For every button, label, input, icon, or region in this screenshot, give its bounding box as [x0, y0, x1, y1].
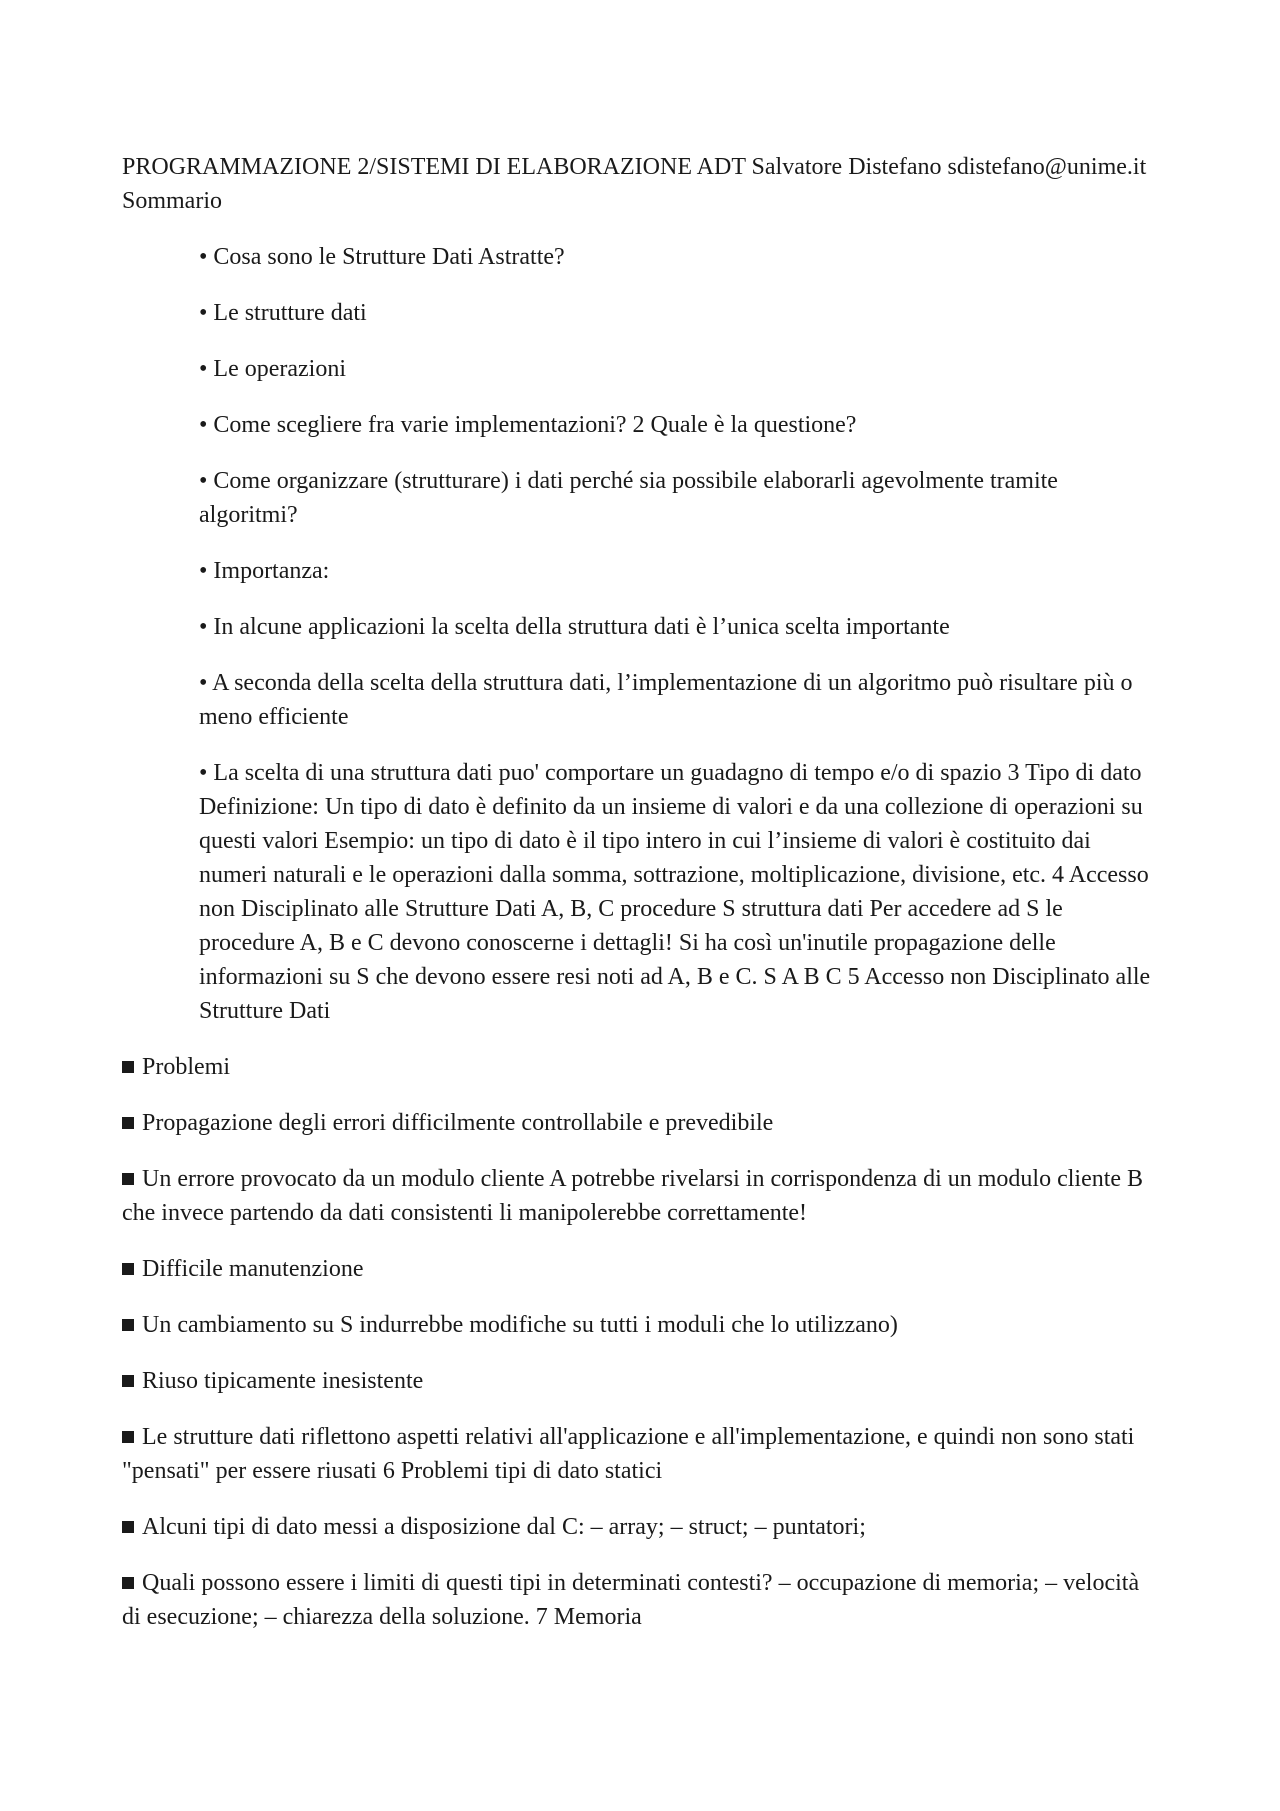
- list-item: • In alcune applicazioni la scelta della struttura dati è l’unica scelta importante: [199, 614, 950, 640]
- list-item: [122, 1106, 1162, 1140]
- square-bullet-icon: [122, 1521, 134, 1533]
- square-bullet-icon: [122, 1173, 134, 1185]
- list-item-text: Riuso tipicamente inesistente: [142, 1368, 424, 1394]
- square-bullet-icon: [122, 1431, 134, 1443]
- list-item-text: Un errore provocato da un modulo cliente A potrebbe rivelarsi in corrispondenza di un modulo cliente B che invece partendo da dati consistenti li manipolerebbe correttamente!: [122, 1166, 1144, 1226]
- list-item: • Le operazioni: [199, 356, 346, 382]
- square-bullet-icon: [122, 1061, 134, 1073]
- list-item-text: Problemi: [142, 1054, 230, 1080]
- bullet-list: [122, 240, 1162, 1028]
- list-item-text: Propagazione degli errori difficilmente controllabile e prevedibile: [142, 1110, 774, 1136]
- square-bullet-icon: [122, 1319, 134, 1331]
- list-item: • Come organizzare (strutturare) i dati perché sia possibile elaborarli agevolmente tramite algoritmi?: [199, 468, 1058, 528]
- list-item-text: Difficile manutenzione: [142, 1256, 364, 1282]
- square-bullet-icon: [122, 1577, 134, 1589]
- list-item: • A seconda della scelta della struttura dati, l’implementazione di un algoritmo può risultare più o meno efficiente: [199, 670, 1133, 730]
- list-item: [122, 1252, 1162, 1286]
- list-item: [122, 1364, 1162, 1398]
- list-item: • Come scegliere fra varie implementazioni? 2 Quale è la questione?: [199, 412, 857, 438]
- list-item: [122, 1308, 1162, 1342]
- list-item: [122, 1162, 1162, 1230]
- list-item: [122, 1050, 1162, 1084]
- square-bullet-list: [122, 1050, 1162, 1634]
- list-item: [122, 1510, 1162, 1544]
- list-item-text: Un cambiamento su S indurrebbe modifiche su tutti i moduli che lo utilizzano): [142, 1312, 898, 1338]
- square-bullet-icon: [122, 1375, 134, 1387]
- document-body: [122, 150, 1162, 1656]
- list-item: • Cosa sono le Strutture Dati Astratte?: [199, 244, 565, 270]
- list-item-text: Alcuni tipi di dato messi a disposizione dal C: – array; – struct; – puntatori;: [142, 1514, 866, 1540]
- list-item-text: Le strutture dati riflettono aspetti relativi all'applicazione e all'implementazione, e quindi non sono stati "pensati" per essere riusati 6 Problemi tipi di dato statici: [122, 1424, 1135, 1484]
- list-item-text: Quali possono essere i limiti di questi tipi in determinati contesti? – occupazione di memoria; – velocità di esecuzione; – chiarezza della soluzione. 7 Memoria: [122, 1570, 1140, 1630]
- document-header: PROGRAMMAZIONE 2/SISTEMI DI ELABORAZIONE ADT Salvatore Distefano sdistefano@unime.it Sommario: [122, 154, 1147, 214]
- list-item: • Importanza:: [199, 558, 330, 584]
- list-item: [122, 1420, 1162, 1488]
- list-item: • Le strutture dati: [199, 300, 367, 326]
- list-item: • La scelta di una struttura dati puo' comportare un guadagno di tempo e/o di spazio 3 Tipo di dato Definizione: Un tipo di dato è definito da un insieme di valori e da una collezione di operazioni su questi valori Esempio: un tipo di dato è il tipo intero in cui l’insieme di valori è costituito dai numeri naturali e le operazioni dalla somma, sottrazione, moltiplicazione, divisione, etc. 4 Accesso non Disciplinato alle Strutture Dati A, B, C procedure S struttura dati Per accedere ad S le procedure A, B e C devono conoscerne i dettagli! Si ha così un'inutile propagazione delle informazioni su S che devono essere resi noti ad A, B e C. S A B C 5 Accesso non Disciplinato alle Strutture Dati: [199, 760, 1151, 1024]
- square-bullet-icon: [122, 1117, 134, 1129]
- square-bullet-icon: [122, 1263, 134, 1275]
- list-item: [122, 1566, 1162, 1634]
